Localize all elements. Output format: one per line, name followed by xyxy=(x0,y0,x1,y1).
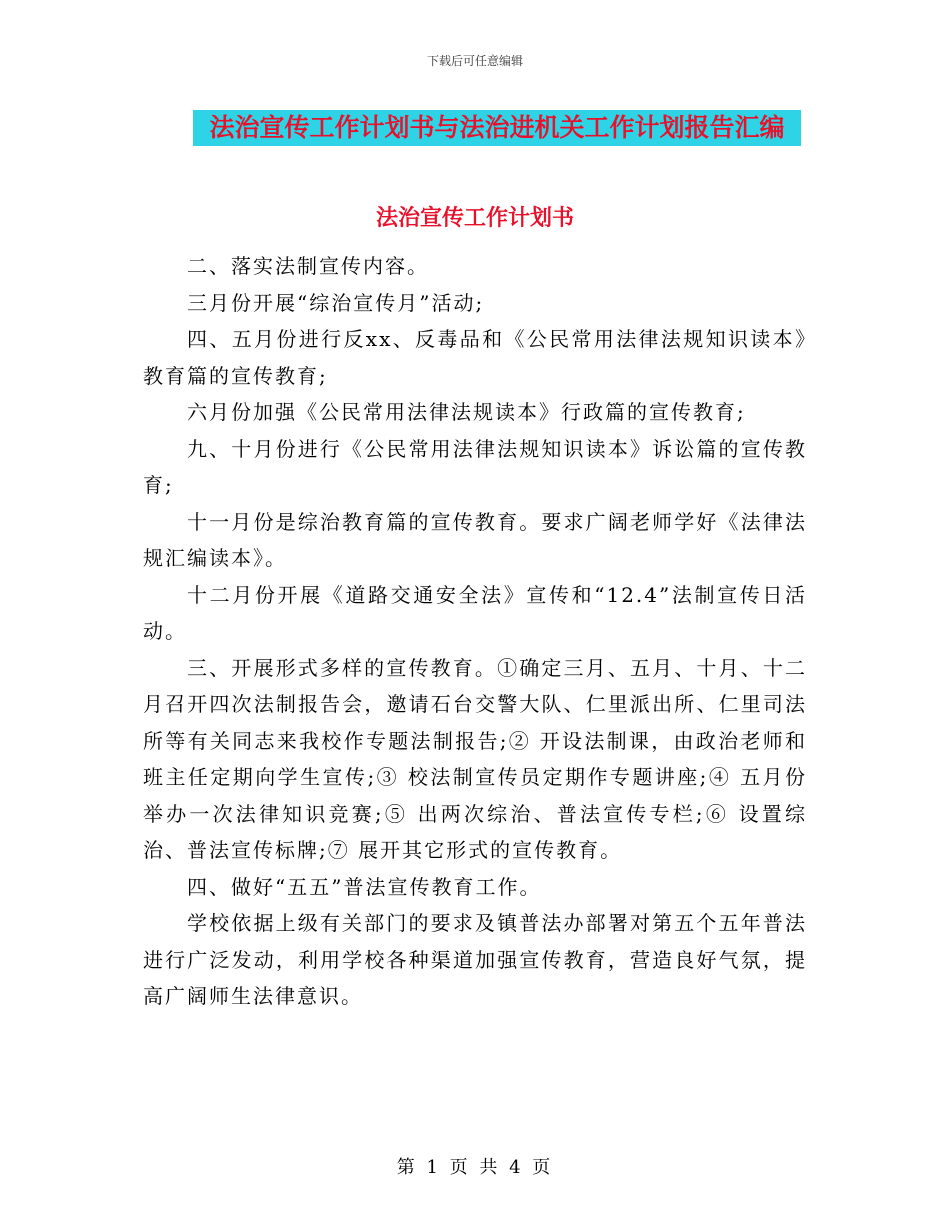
header-note: 下载后可任意编辑 xyxy=(426,54,523,68)
paragraph: 三月份开展“综治宣传月”活动; xyxy=(187,290,485,315)
document-title: 法治宣传工作计划书与法治进机关工作计划报告汇编 xyxy=(193,110,801,146)
paragraph: 四、五月份进行反xx、反毒品和《公民常用法律法规知识读本》教育篇的宣传教育; xyxy=(143,327,807,388)
paragraph: 六月份加强《公民常用法律法规读本》行政篇的宣传教育; xyxy=(187,400,746,424)
paragraph: 九、十月份进行《公民常用法律法规知识读本》诉讼篇的宣传教育; xyxy=(143,436,807,497)
paragraph: 三、开展形式多样的宣传教育。①确定三月、五月、十月、十二月召开四次法制报告会，邀请石台交警大队、仁里派出所、仁里司法所等有关同志来我校作专题法制报告;② 开设法制课，由政治老师和班主任定期向学生宣传;③ 校法制宣传员定期作专题讲座;④ 五月份举办一次法律知识竞赛;⑤ 出两次综治、普法宣传专栏;⑥ 设置综治、普法宣传标牌;⑦ 展开其它形式的宣传教育。 xyxy=(143,655,807,862)
paragraph: 十一月份是综治教育篇的宣传教育。要求广阔老师学好《法律法规汇编读本》。 xyxy=(143,509,807,570)
paragraph: 四、做好“五五”普法宣传教育工作。 xyxy=(187,874,542,899)
paragraph: 二、落实法制宣传内容。 xyxy=(187,254,429,278)
document-body xyxy=(143,248,807,1015)
page-number-footer: 第 1 页 共 4 页 xyxy=(396,1157,554,1178)
paragraph: 学校依据上级有关部门的要求及镇普法办部署对第五个五年普法进行广泛发动，利用学校各种渠道加强宣传教育，营造良好气氛，提高广阔师生法律意识。 xyxy=(143,911,807,1008)
section-title: 法治宣传工作计划书 xyxy=(375,205,574,231)
paragraph: 十二月份开展《道路交通安全法》宣传和“12.4”法制宣传日活动。 xyxy=(143,582,807,643)
